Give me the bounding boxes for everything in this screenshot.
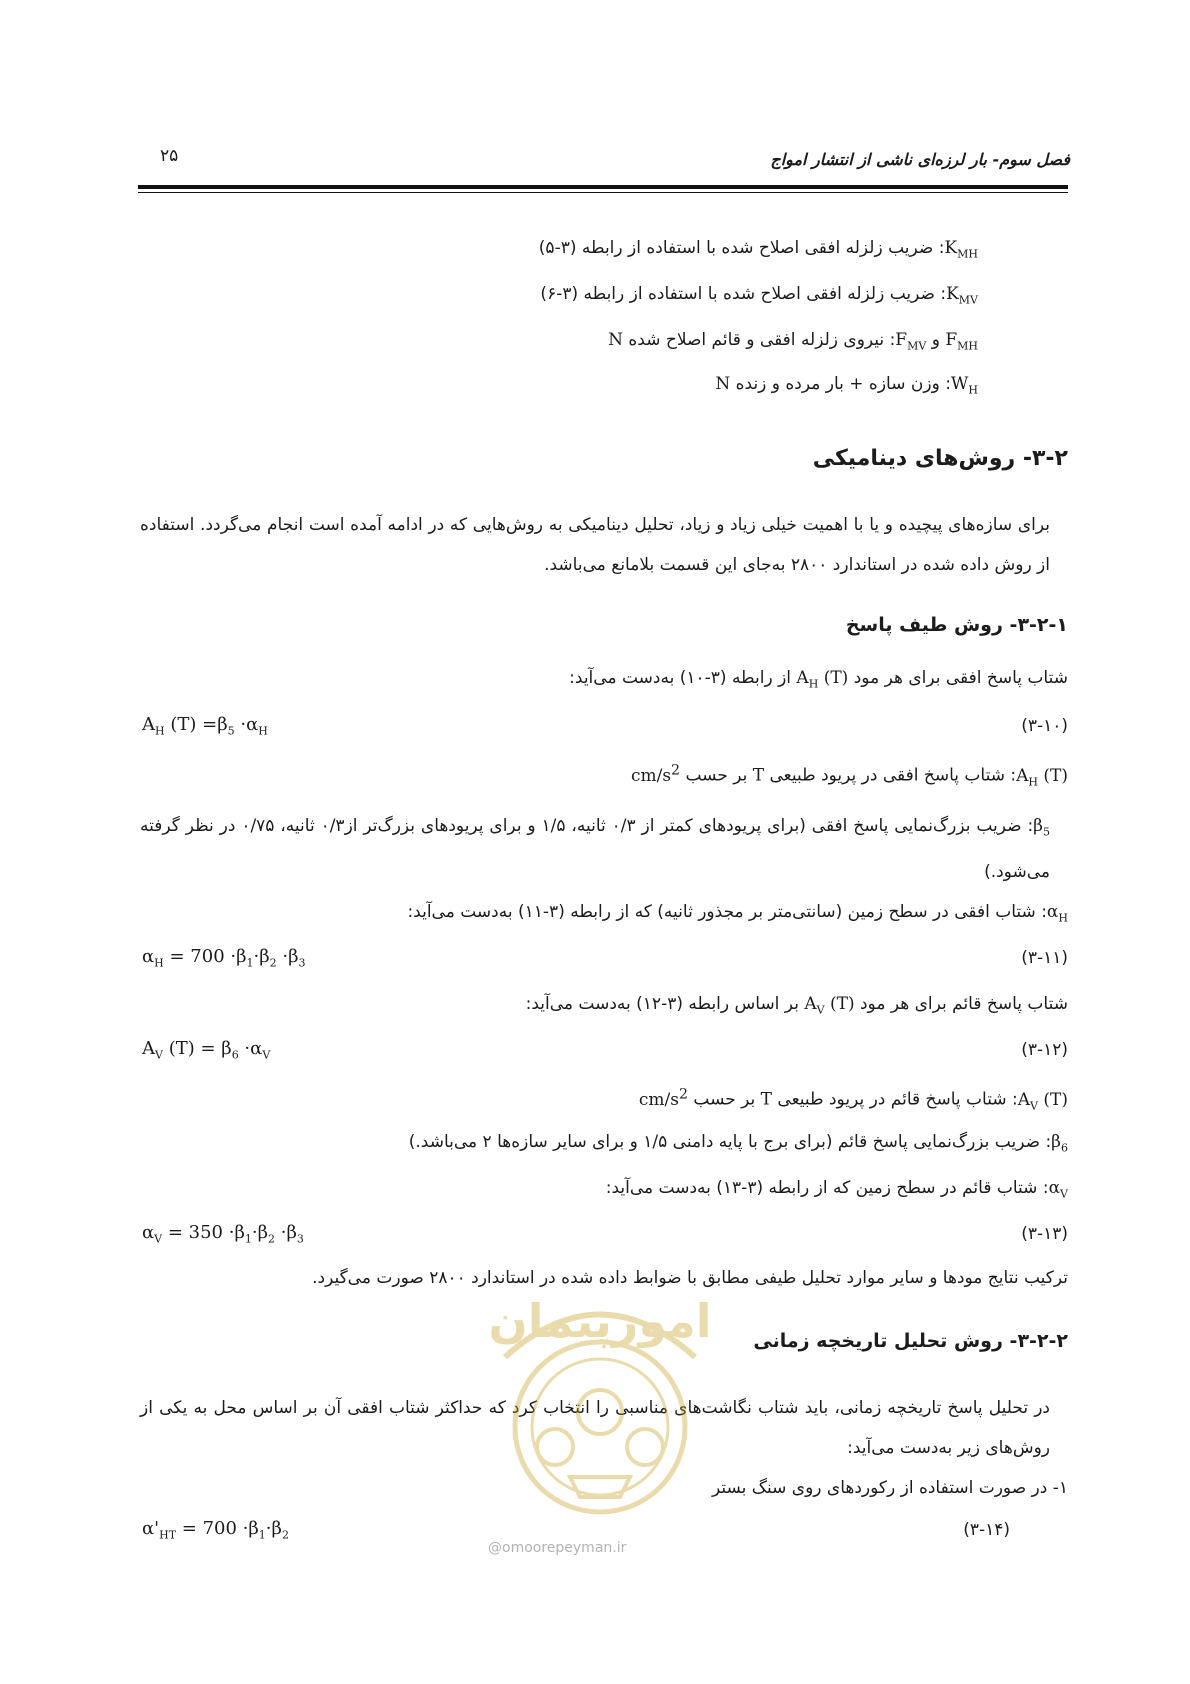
section-heading-3-2-2: ۳-۲-۲- روش تحلیل تاریخچه زمانی bbox=[753, 1330, 1068, 1352]
av-symbol: $A_V$ (T) bbox=[1017, 1089, 1068, 1113]
wh-symbol: $W_H$ bbox=[950, 374, 978, 397]
fmh-symbol: $F_{MH}$ bbox=[945, 330, 978, 353]
definition-alpha-v: $\alpha_V$: شتاب قائم در سطح زمین که از رابطه (۳-۱۳) به‌دست می‌آید: bbox=[605, 1178, 1068, 1201]
watermark-seal bbox=[475, 1262, 725, 1532]
definition-av: $A_V$ (T): شتاب پاسخ قائم در پریود طبیعی T بر حسب $cm/s^2$ bbox=[638, 1086, 1068, 1113]
equation-3-11: $\alpha_H = 700 \cdot\beta_1\cdot\beta_2 \cdot\beta_3$ bbox=[142, 946, 306, 970]
alpha-h-symbol: $\alpha_H$ bbox=[1046, 902, 1068, 925]
beta5-symbol: $\beta_5$ bbox=[1033, 816, 1050, 839]
equation-number-3-11: (۳-۱۱) bbox=[1021, 948, 1068, 968]
header-rule-thick bbox=[138, 185, 1068, 189]
watermark-brand: امورپیمان bbox=[488, 1294, 712, 1348]
definition-kmv bbox=[540, 284, 978, 306]
definition-ah: $A_H$ (T): شتاب پاسخ افقی در پریود طبیعی T بر حسب $cm/s^2$ bbox=[630, 762, 1068, 789]
definition-alpha-h: $\alpha_H$: شتاب افقی در سطح زمین (سانتی‌متر بر مجذور ثانیه) که از رابطه (۳-۱۱) به‌دست می‌آید: bbox=[407, 902, 1068, 925]
section-heading-3-2: ۳-۲- روش‌های دینامیکی bbox=[812, 446, 1068, 471]
equation-number-3-12: (۳-۱۲) bbox=[1021, 1040, 1068, 1060]
alpha-v-symbol: $\alpha_V$ bbox=[1048, 1178, 1068, 1201]
unit-cm-s2: $cm/s^2$ bbox=[630, 762, 681, 786]
watermark-site: @omoorepeyman.ir bbox=[488, 1540, 627, 1556]
weight-unit: N bbox=[715, 374, 731, 394]
definition-beta6: $\beta_6$: ضریب بزرگ‌نمایی پاسخ قائم (برای برج با پایه دامنی ۱/۵ و برای سایر سازه‌ها ۲ می‌باشد.) bbox=[408, 1132, 1068, 1155]
page-number: ۲۵ bbox=[160, 146, 179, 166]
forces-unit: N bbox=[608, 330, 623, 350]
kmh-symbol: $K_{MH}$ bbox=[944, 238, 978, 261]
fmv-symbol: $F_{MV}$ bbox=[895, 330, 927, 353]
combination-sentence: ترکیب نتایج مودها و سایر موارد تحلیل طیفی مطابق با ضوابط داده شده در استاندارد ۲۸۰۰ صورت می‌گیرد. bbox=[312, 1268, 1068, 1288]
beta6-symbol: $\beta_6$ bbox=[1051, 1132, 1068, 1155]
kmv-symbol: $K_{MV}$ bbox=[946, 284, 978, 307]
forces-text: : نیروی زلزله افقی و قائم اصلاح شده bbox=[628, 330, 896, 350]
equation-number-3-14: (۳-۱۴) bbox=[963, 1520, 1010, 1540]
equation-3-14: $\alpha'_{HT} = 700 \cdot\beta_1\cdot\beta_2$ bbox=[142, 1518, 289, 1542]
ah-t-symbol: $A_H$ (T) bbox=[796, 668, 849, 691]
period-variable-v: T bbox=[760, 1089, 773, 1110]
kmh-text: : ضریب زلزله افقی اصلاح شده با استفاده از رابطه (۳-۵) bbox=[538, 238, 945, 258]
section-heading-3-2-1: ۳-۲-۱- روش طیف پاسخ bbox=[845, 614, 1068, 636]
av-t-symbol: $A_V$ (T) bbox=[804, 994, 855, 1017]
equation-3-13: $\alpha_V = 350 \cdot\beta_1\cdot\beta_2 \cdot\beta_3$ bbox=[142, 1222, 304, 1246]
header-rule-thin bbox=[138, 192, 1068, 193]
definition-forces bbox=[608, 330, 978, 352]
equation-number-3-13: (۳-۱۳) bbox=[1021, 1224, 1068, 1244]
ah-symbol: $A_H$ (T) bbox=[1016, 765, 1068, 789]
equation-3-10: $A_H$ $(T) =\beta_5 \cdot\alpha_H$ bbox=[142, 714, 268, 738]
and-word: و bbox=[931, 330, 940, 350]
definition-kmh bbox=[539, 238, 978, 260]
vertical-response-intro: شتاب پاسخ قائم برای هر مود $A_V$ (T) بر اساس رابطه (۳-۱۲) به‌دست می‌آید: bbox=[525, 994, 1068, 1017]
section-3-2-paragraph: برای سازه‌های پیچیده و یا با اهمیت خیلی زیاد و زیاد، تحلیل دینامیکی به روش‌هایی که در ادامه آمده است انجام می‌گردد. استفاده از روش داده شده در استاندارد ۲۸۰۰ به‌جای این قسمت بلامانع می‌باشد. bbox=[140, 515, 1050, 575]
definition-beta5: $\beta_5$: ضریب بزرگ‌نمایی پاسخ افقی (برای پریودهای کمتر از ۰/۳ ثانیه، ۱/۵ و برای پریودهای بزرگ‌تر از۰/۳ ثانیه، ۰/۷۵ در نظر گرفته می‌شود.) bbox=[140, 816, 1050, 883]
equation-3-12: $A_V$ $(T) = \beta_6 \cdot\alpha_V$ bbox=[142, 1038, 271, 1062]
chapter-title: فصل سوم- بار لرزه‌ای ناشی از انتشار امواج bbox=[770, 150, 1070, 169]
period-variable: T bbox=[752, 765, 765, 786]
kmv-text: : ضریب زلزله افقی اصلاح شده با استفاده از رابطه (۳-۶) bbox=[540, 284, 947, 304]
unit-cm-s2-v: $cm/s^2$ bbox=[638, 1086, 688, 1110]
horizontal-response-intro: شتاب پاسخ افقی برای هر مود $A_H$ (T) از رابطه (۳-۱۰) به‌دست می‌آید: bbox=[569, 668, 1068, 691]
equation-number-3-10: (۳-۱۰) bbox=[1021, 716, 1068, 736]
section-3-2-2-paragraph: در تحلیل پاسخ تاریخچه زمانی، باید شتاب نگاشت‌های مناسبی را انتخاب کرد که حداکثر شتاب افقی آن بر اساس محل به یکی از روش‌های زیر به‌دست می‌آید: bbox=[140, 1398, 1050, 1458]
definition-weight bbox=[715, 374, 978, 396]
list-item-1: ۱- در صورت استفاده از رکوردهای روی سنگ بستر bbox=[711, 1478, 1068, 1498]
weight-text: : وزن سازه + بار مرده و زنده bbox=[735, 374, 951, 394]
